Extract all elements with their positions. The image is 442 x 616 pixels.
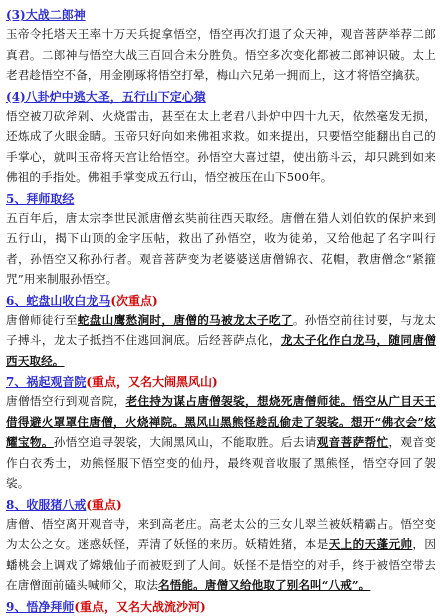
heading-text: 5、拜师取经 — [6, 191, 75, 206]
importance-mark: (重点，又名大闹黑风山) — [86, 375, 218, 389]
section-body-5: 五百年后，唐太宗李世民派唐僧玄奘前往西天取经。唐僧在猎人刘伯钦的保护来到五行山，揭下山顶的金字压帖，救出了孙悟空，收为徒弟，又给他起了名字叫行者，孙悟空又称孙行者。观音菩萨变为老婆婆送唐僧锦衣、花帽，教唐僧念“紧箍咒”用来制服孙悟空。 — [6, 210, 436, 286]
importance-mark: (重点，又名大战流沙河) — [74, 599, 206, 614]
heading-text: 8、收服猪八戒 — [6, 497, 87, 512]
section-heading-4 — [6, 88, 436, 106]
section-heading-5 — [6, 190, 436, 208]
body-text: 唐僧、悟空离开观音寺，来到高老庄。高老太公的三女儿翠兰被妖精霸占。悟空变为太公之女。迷惑妖怪，弄清了妖怪的来历。妖精姓猪，本是 — [6, 516, 436, 551]
key-point: 天上的天蓬元帅 — [328, 537, 413, 551]
section-heading-7 — [6, 373, 436, 391]
section-body-7 — [6, 391, 436, 494]
section-heading-6 — [6, 292, 436, 310]
body-text: 唐僧悟空行到观音院， — [6, 394, 126, 408]
key-point: 观音菩萨帮忙 — [316, 435, 389, 449]
heading-text: 7、祸起观音院 — [6, 375, 87, 389]
importance-mark: (次重点) — [110, 293, 158, 308]
section-heading-8 — [6, 496, 436, 514]
section-heading-3 — [6, 6, 436, 24]
heading-text: (3)大战二郎神 — [6, 8, 86, 22]
section-body-6 — [6, 310, 436, 372]
key-point: 龙太子化作白龙马，随同唐僧西天取经。 — [6, 333, 436, 368]
section-body-3: 玉帝令托塔天王率十万天兵捉拿悟空，悟空再次打退了众天神，观音菩萨举荐二郎真君。二郎神与悟空大战三百回合未分胜负。悟空多次变化都被二郎神识破。太上老君趁悟空不备，用金刚琢将悟空打晕，梅山六兄弟一拥而上，这才将悟空擒获。 — [6, 27, 436, 82]
section-heading-9 — [6, 598, 436, 616]
body-text: ，因蟠桃会上调戏了嫦娥仙子而被贬到了人间。妖怪不是悟空的对手，终于被悟空带去在唐僧面前磕头喊师父，取法 — [6, 537, 437, 592]
heading-text: 6、蛇盘山收白龙马 — [6, 293, 111, 308]
key-point: 名悟能。唐僧又给他取了别名叫“八戒”。 — [158, 578, 371, 592]
heading-text: 9、悟净拜师 — [6, 599, 75, 614]
section-body-4: 悟空被刀砍斧剁、火烧雷击，甚至在太上老君八卦炉中四十九天，依然毫发无损，还炼成了火眼金睛。玉帝只好向如来佛祖求救。如来提出，只要悟空能翻出自己的手掌心，就叫玉帝将天宫让给悟空。孙悟空大喜过望，使出筋斗云，却只跳到如来佛祖的手指处。佛祖手掌变成五行山，悟空被压在山下500年。 — [6, 108, 436, 184]
key-point: 老住持为谋占唐僧袈裟，想烧死唐僧师徒。悟空从广目天王借得避火罩罩住唐僧，火烧禅院。黑风山黑熊怪趁乱偷走了袈裟。想开“佛衣会”炫耀宝物。 — [6, 394, 436, 449]
body-text: 孙悟空追寻袈裟，大闹黑风山，不能取胜。后去请 — [53, 435, 317, 449]
body-text: 唐僧师徒行至 — [6, 312, 78, 327]
key-point: 蛇盘山鹰愁涧时，唐僧的马被龙太子吃了 — [77, 312, 293, 327]
body-text: 。孙悟空前往讨要，与龙太子搏斗，龙太子抵挡不住逃回涧底。后经菩萨点化， — [6, 312, 436, 347]
importance-mark: (重点) — [86, 497, 122, 512]
section-body-8 — [6, 514, 436, 596]
heading-text: (4)八卦炉中逃大圣，五行山下定心猿 — [6, 89, 206, 104]
body-text: ，观音变作白衣秀士，劝熊怪服下悟空变的仙丹，最终观音收服了黑熊怪，悟空夺回了袈裟。 — [6, 435, 436, 490]
